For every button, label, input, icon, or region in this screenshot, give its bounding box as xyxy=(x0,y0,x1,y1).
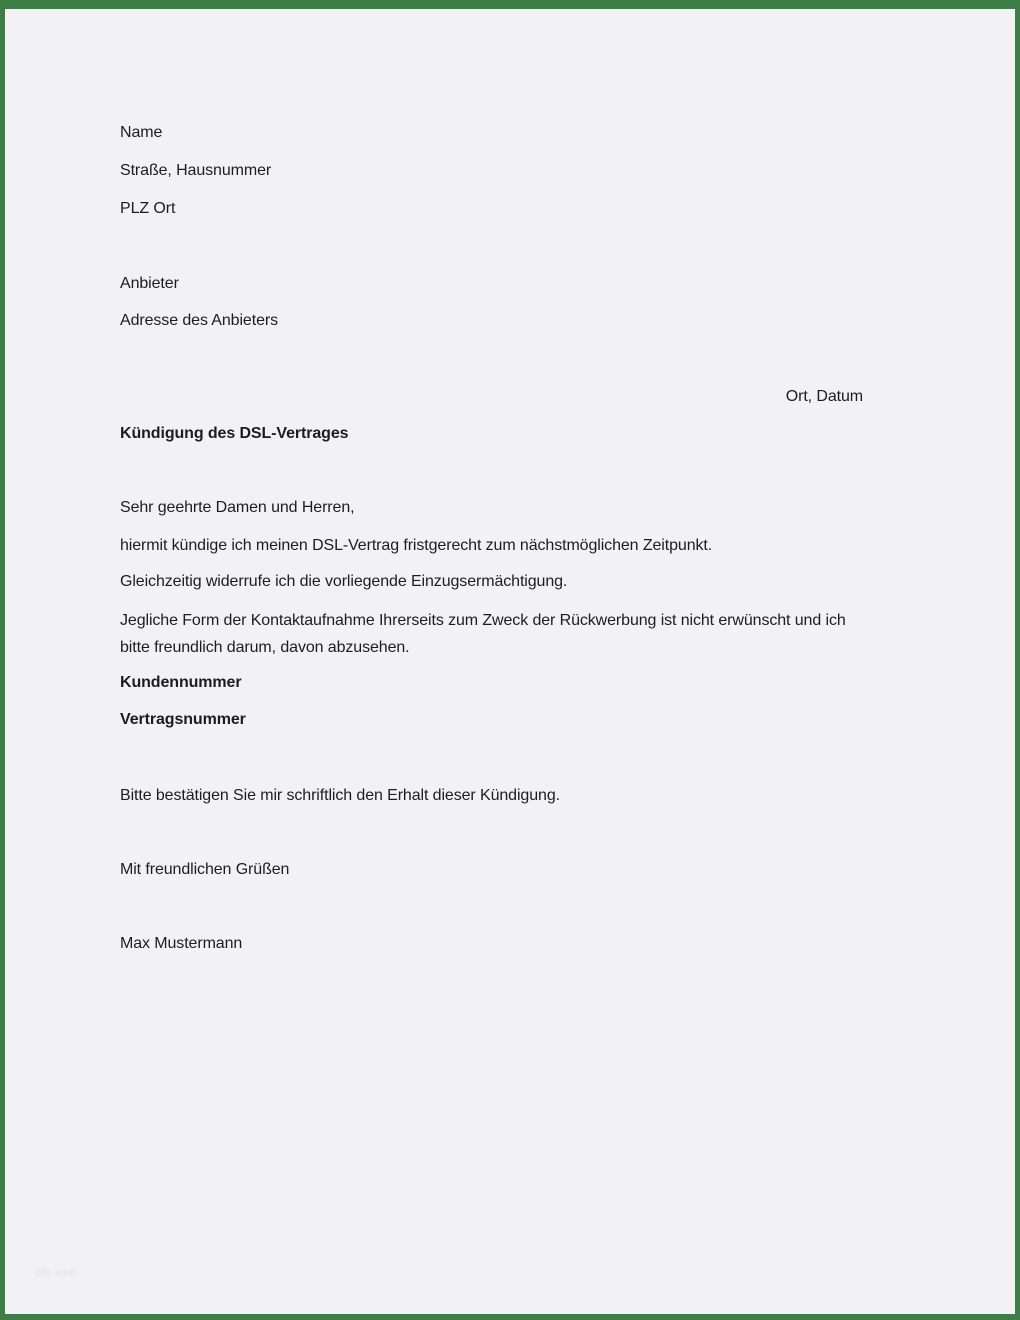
paragraph-revocation: Gleichzeitig widerrufe ich die vorliegende Einzugsermächtigung. xyxy=(120,573,568,590)
paragraph-no-contact-line-2: bitte freundlich darum, davon abzusehen. xyxy=(120,639,410,656)
paragraph-no-contact-line-1: Jegliche Form der Kontaktaufnahme Ihrerseits zum Zweck der Rückwerbung ist nicht erwünscht und ich xyxy=(120,612,846,629)
paragraph-confirmation: Bitte bestätigen Sie mir schriftlich den Erhalt dieser Kündigung. xyxy=(120,787,560,804)
date-place-line: Ort, Datum xyxy=(785,388,863,405)
customer-number-label: Kundennummer xyxy=(120,674,242,691)
contract-number-label: Vertragsnummer xyxy=(120,711,246,728)
sender-street-line: Straße, Hausnummer xyxy=(120,162,272,179)
closing-line: Mit freundlichen Grüßen xyxy=(120,861,290,878)
signature-line: Max Mustermann xyxy=(120,935,243,952)
recipient-address-line: Adresse des Anbieters xyxy=(120,312,278,329)
site-watermark: dfb web xyxy=(35,1267,78,1279)
salutation-line: Sehr geehrte Damen und Herren, xyxy=(120,499,355,516)
subject-line: Kündigung des DSL-Vertrages xyxy=(120,425,349,442)
sender-city-line: PLZ Ort xyxy=(120,200,176,217)
paragraph-termination: hiermit kündige ich meinen DSL-Vertrag fristgerecht zum nächstmöglichen Zeitpunkt. xyxy=(120,537,713,554)
recipient-provider-line: Anbieter xyxy=(120,275,179,292)
sender-name-line: Name xyxy=(120,124,163,141)
